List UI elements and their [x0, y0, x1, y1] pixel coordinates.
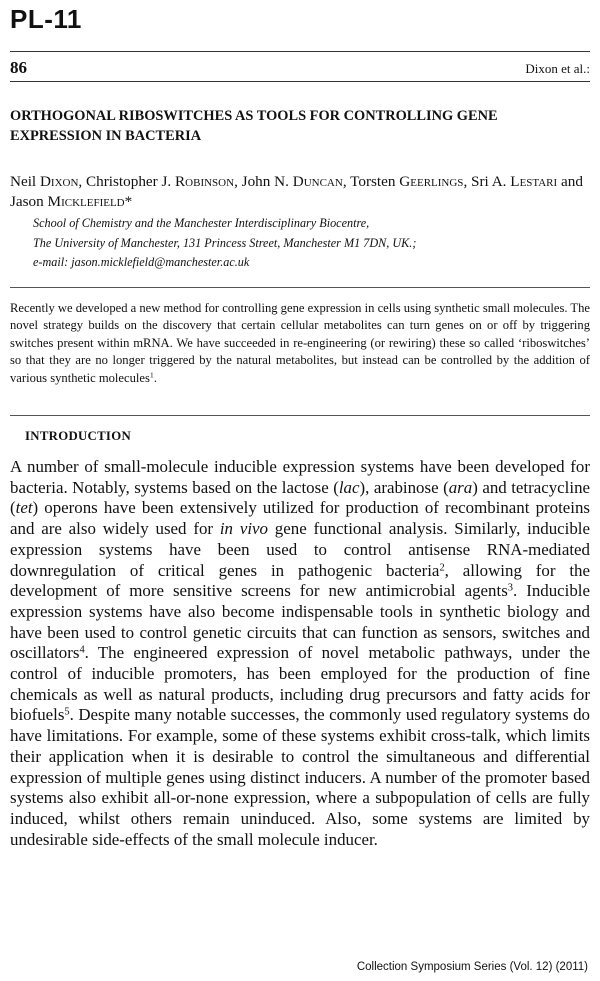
introduction-paragraph: A number of small-molecule inducible expression systems have been developed for bacteria. Notably, systems based on the lactose (lac), arabinose (ara) and tetracycline (tet) operons have been extensively utilized for production of recombinant proteins and are also widely used for in vivo gene functional analysis. Similarly, inducible expression systems have been used to control antisense RNA-mediated downregulation of critical genes in pathogenic bacteria$^2$, allowing for the development of more sensitive screens for new antimicrobial agents$^3$. Inducible expression systems have also become indispensable tools in synthetic biology and have been used to control genetic circuits that can function as sensors, switches and oscillators$^4$. The engineered expression of novel metabolic pathways, under the control of inducible promoters, has been employed for the production of fine chemicals as well as natural products, including drug precursors and fatty acids for biofuels$^5$. Despite many notable successes, the commonly used regulatory systems do have limitations. For example, some of these systems exhibit cross-talk, which limits their application when it is desirable to control the simultaneous and differential expression of multiple genes using distinct inducers. A number of the promoter based systems also exhibit all-or-none expression, where a subpopulation of cells are fully induced, whilst others remain uninduced. Also, some systems are limited by undesirable side-effects of the small molecule inducer.	[10, 457, 591, 849]
author-list: Neil Dixon, Christopher J. Robinson, John N. Duncan, Torsten Geerlings, Sri A. Lestari and Jason Micklefield*	[10, 173, 583, 210]
page-code: PL-11	[10, 4, 82, 34]
citation-ref: 4	[79, 644, 85, 656]
article-title: ORTHOGONAL RIBOSWITCHES AS TOOLS FOR CONTROLLING GENE EXPRESSION IN BACTERIA	[10, 108, 498, 144]
affiliation-line: School of Chemistry and the Manchester Interdisciplinary Biocentre,	[33, 216, 370, 230]
section-heading: INTRODUCTION	[25, 429, 131, 443]
affiliation-line: The University of Manchester, 131 Princess Street, Manchester M1 7DN, UK.;	[33, 235, 417, 250]
abstract-rule-top	[10, 287, 590, 288]
author: Sri A. Lestari	[471, 173, 558, 190]
citation-ref: 1	[149, 370, 154, 380]
series-footer: Collection Symposium Series (Vol. 12) (2011)	[356, 961, 588, 973]
affiliation	[33, 214, 590, 273]
author: Neil Dixon	[10, 173, 79, 190]
abstract: Recently we developed a new method for controlling gene expression in cells using synthetic small molecules. The novel strategy builds on the discovery that certain cellular metabolites can turn genes on or off by triggering switches present within mRNA. We have succeeded in re-engineering (or rewiring) these so called ‘riboswitches’ so that they are no longer triggered by the natural metabolites, but instead can be controlled by the addition of various synthetic molecules$^1$.	[10, 301, 590, 385]
affiliation-email: e-mail: jason.micklefield@manchester.ac.uk	[33, 255, 250, 269]
header-rule-lower	[10, 81, 590, 82]
abstract-rule-bottom	[10, 415, 590, 416]
author: John N. Duncan	[241, 173, 343, 190]
citation-ref: 5	[64, 706, 70, 718]
citation-ref: 2	[439, 561, 445, 573]
running-head: Dixon et al.:	[525, 61, 590, 76]
author: Jason Micklefield*	[10, 193, 133, 210]
author: Torsten Geerlings	[350, 173, 464, 190]
citation-ref: 3	[507, 582, 513, 594]
page-number: 86	[10, 58, 27, 77]
header-rule	[10, 51, 590, 52]
author: Christopher J. Robinson	[86, 173, 235, 190]
